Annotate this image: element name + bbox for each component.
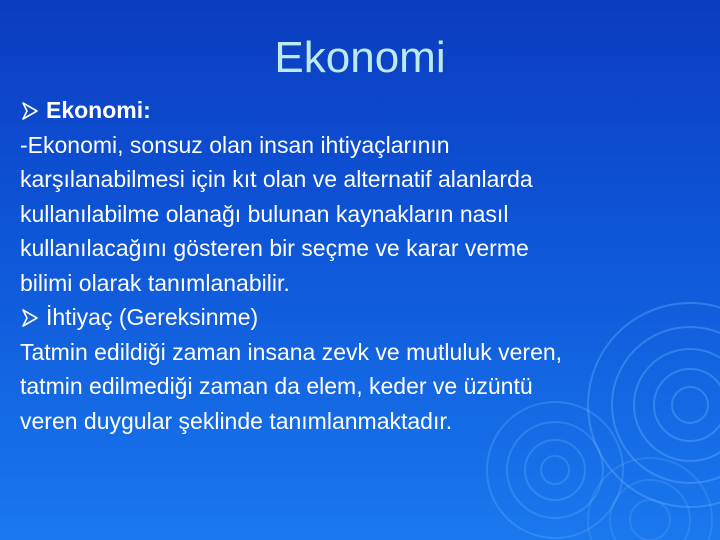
paragraph-line: karşılanabilmesi için kıt olan ve alternatif alanlarda xyxy=(20,166,533,192)
paragraph-line: Tatmin edildiği zaman insana zevk ve mutluluk veren, xyxy=(20,338,563,365)
bullet-label: Ekonomi: xyxy=(46,97,151,123)
arrow-bullet-icon xyxy=(20,308,40,328)
slide-title: Ekonomi xyxy=(274,33,446,82)
arrow-bullet-icon xyxy=(20,101,40,121)
paragraph-line: kullanılabilme olanağı bulunan kaynakların nasıl xyxy=(20,200,509,227)
paragraph-line: tatmin edilmediği zaman da elem, keder ve üzüntü xyxy=(20,373,533,399)
paragraph-line: kullanılacağını gösteren bir seçme ve karar verme xyxy=(20,235,529,261)
paragraph-line: veren duygular şeklinde tanımlanmaktadır. xyxy=(20,407,453,434)
slide-body xyxy=(20,93,700,438)
bullet-item-ihtiyac xyxy=(20,300,700,335)
paragraph-line: bilimi olarak tanımlanabilir. xyxy=(20,269,290,296)
bullet-item-ekonomi xyxy=(20,93,700,128)
bullet-label: İhtiyaç (Gereksinme) xyxy=(46,304,259,330)
paragraph-line: -Ekonomi, sonsuz olan insan ihtiyaçlarının xyxy=(20,131,450,158)
